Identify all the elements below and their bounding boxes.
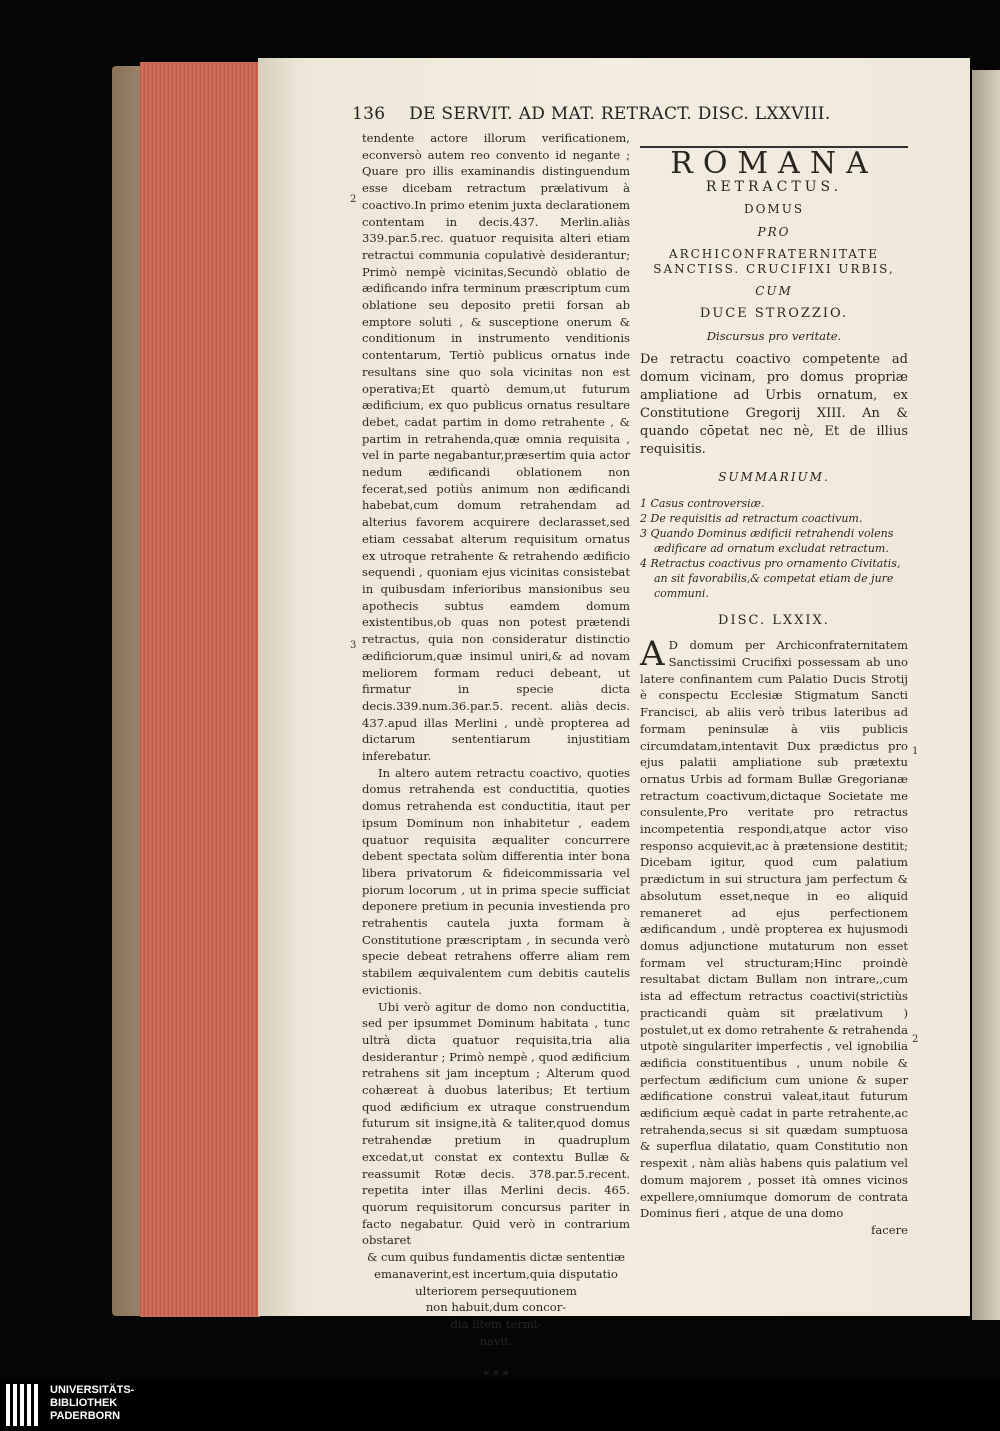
case-cum: CUM [755, 283, 793, 298]
drop-cap: A [640, 634, 665, 675]
case-subtitle: RETRACTUS. [705, 178, 843, 195]
summary-item-4: 4 Retractus coactivus pro ornamento Civitatis, an sit favorabilis,& competat etiam de jure communi. [640, 556, 901, 600]
summary-list [640, 496, 908, 601]
case-pro: PRO [757, 225, 791, 240]
case-discursus: Discursus pro veritate. [706, 329, 842, 344]
library-logo-icon [6, 1384, 46, 1426]
case-title: ROMANA [670, 146, 878, 181]
case-domus: DOMUS [743, 202, 805, 217]
ending-line-2: non habuit,dum concor- [425, 1300, 567, 1315]
left-column [362, 130, 630, 1380]
page-number: 136 [352, 104, 386, 124]
right-column [640, 140, 908, 1239]
catchword: facere [871, 1222, 908, 1237]
summary-item-3: 3 Quando Dominus ædificii retrahendi volens ædificare ad ornatum excludat retractum. [640, 526, 894, 555]
margin-note-left-2: 2 [350, 194, 357, 205]
facing-page-edge [972, 70, 1000, 1320]
running-title: DE SERVIT. AD MAT. RETRACT. DISC. LXXVIII. [409, 104, 831, 124]
margin-note-right-1: 1 [912, 746, 919, 757]
disc-body [640, 634, 908, 1222]
summarium-title: SUMMARIUM. [718, 469, 830, 484]
library-name [50, 1384, 134, 1423]
ending-line-3: dia litem termi- [450, 1316, 542, 1331]
page-edges [140, 62, 260, 1317]
disc-body-text: D domum per Archiconfraternitatem Sanctissimi Crucifixi possessam ab uno latere confinantem cum Palatio Ducis Strotij è conspectu Ecclesiæ Stigmatum Sancti Francisci, ab aliis verò tribus lateribus ad formam peninsulæ à viis publicis circumdatam,intentavit Dux prædictus pro ejus palatii ampliatione sub prætextu ornatus Urbis ad formam Bullæ Gregorianæ retractum coactivum,dictaque Societate me consulente,Pro veritate pro retractus incompetentia respondi,atque actor viso responso acquievit,ac à prætensione destitit; Dicebam igitur, quod cum palatium prædictum in sui structura jam perfectum & absolutum esset,neque in eo aliquid remaneret ad ejus perfectionem ædificandum , undè propterea ex hujusmodi domus adjunctione mutaturum non esset formam vel structuram;Hinc proindè resultabat dictam Bullam non intrare,,cum ista ad effectum retractus coactivi(strictiùs practicandi quàm sit prælativum ) postulet,ut ex domo retrahente & retrahenda utpotè singulariter imperfectis , vel ignobilia ædificia constituentibus , unum nobile & perfectum ædificium cum unione & super ædificatione construi valeat,itaut futurum ædificium æquè cadat in parte retrahente,ac retrahenda,secus si sit quædam sumptuosa & superflua dilatatio, quam Constitutio non respexit , nàm aliàs habens quis palatium vel domum majorem , posset ità omnes vicinos expellere,omniumque domorum de contrata Dominus fieri , atque de una domo [640, 638, 908, 1221]
summary-item-2: 2 De requisitis ad retractum coactivum. [640, 511, 863, 525]
library-name-line-3: PADERBORN [50, 1410, 121, 1422]
left-paragraph-2: In altero autem retractu coactivo, quoties domus retrahenda est conductitia, quoties domus retrahenda est conductitia, itaut per ipsum Dominum non inhabitetur , eadem quatuor requisita æqualiter concurrere debent spectata solùm differentia inter bona libera privatorum & fideicommissaria vel piorum locorum , ut in prima specie sufficiat deponere pretium in pecunia investienda pro retrahentis cautela juxta formam à Constitutione præscriptam , in secunda verò specie debeat retrahens offerre aliam rem stabilem æquivalentem cum debitis cautelis evictionis. [362, 765, 630, 997]
library-name-line-2: BIBLIOTHEK [50, 1397, 118, 1409]
library-name-line-1: UNIVERSITÄTS- [50, 1384, 135, 1396]
case-abstract: De retractu coactivo competente ad domum vicinam, pro domus propriæ ampliatione ad Urbis ornatum, ex Constitutione Gregorij XIII. An & quando cōpetat nec nè, Et de illius requisitis. [640, 351, 908, 457]
summary-item-1: 1 Casus controversiæ. [640, 496, 765, 510]
footer-bar [0, 1380, 1000, 1431]
margin-note-right-2: 2 [912, 1034, 919, 1045]
case-party-2: DUCE STROZZIO. [699, 305, 849, 321]
ending-line-4: navit. [479, 1333, 513, 1348]
ornament-stars: * * * [483, 1368, 509, 1380]
left-paragraph-3: Ubi verò agitur de domo non conductitia, sed per ipsummet Dominum habitata , tunc ultrà dicta quatuor requisita,tria alia desiderantur ; Primò nempè , quod ædificium retrahens sit jam inceptum ; Alterum quod cohæreat à duobus lateribus; Et tertium quod ædificium ex utraque construendum futurum sit insigne,ità & taliter,quod domus retrahendæ pretium in quadruplum excedat,ut constat ex contextu Bullæ & reassumit Rotæ decis. 378.par.5.recent. repetita inter illas Merlini decis. 465. quorum requisitorum concursus pariter in facto negabatur. Quid verò in contrarium obstaret [362, 999, 630, 1248]
ending-line-1: & cum quibus fundamentis dictæ sententiæ emanaverint,est incertum,quia disputatio ulteriorem persequutionem [366, 1250, 626, 1298]
running-header [352, 104, 872, 124]
margin-note-left-3: 3 [350, 640, 357, 651]
disc-heading: DISC. LXXIX. [718, 612, 830, 628]
left-ending [362, 1249, 630, 1349]
case-party-1: ARCHICONFRATERNITATE SANCTISS. CRUCIFIXI URBIS, [653, 246, 895, 276]
left-paragraph-1: tendente actore illorum verificationem, econversò autem reo convento id negante ; Quare pro illis examinandis distinguendum esse dicebam retractum prælativum à coactivo.In primo etenim juxta declarationem contentam in decis.437. Merlin.aliàs 339.par.5.rec. quatuor requisita alteri etiam retractui communia copulativè desiderantur; Primò nempè vicinitas,Secundò oblatio de ædificando infra terminum præscriptum cum oblatione seu deposito pretii forsan ab emptore soluti , & susceptione onerum & conditionum in instrumento venditionis contentarum, Tertiò publicus ornatus inde resultans sine quo sola vicinitas non est operativa;Et quartò demum,ut futurum ædificium, ex quo publicus ornatus resultare debet, cadat partim in domo retrahente , & partim in retrahenda,quæ omnia requisita , vel in parte negabantur,præsertim quia actor nedum ædificandi oblationem non fecerat,sed potiùs animum non ædificandi habebat,cum domum retrahendam ad alterius favorem acquirere declarasset,sed etiam cessabat alterum requisitum ornatus ex utroque retrahente & retrahendo ædificio sequendi , quoniam ejus vicinitas consistebat in quibusdam inferioribus mansionibus seu apothecis subtus eamdem domum existentibus,ob quas non potest prætendi retractus, quia non consideratur distinctio ædificiorum,quæ insimul uniri,& ad novam meliorem formam reduci debeant, ut firmatur in specie dicta decis.339.num.36.par.5. recent. aliàs decis. 437.apud illas Merlini , undè propterea ad dictarum sententiarum injustitiam inferebatur. [362, 131, 630, 764]
